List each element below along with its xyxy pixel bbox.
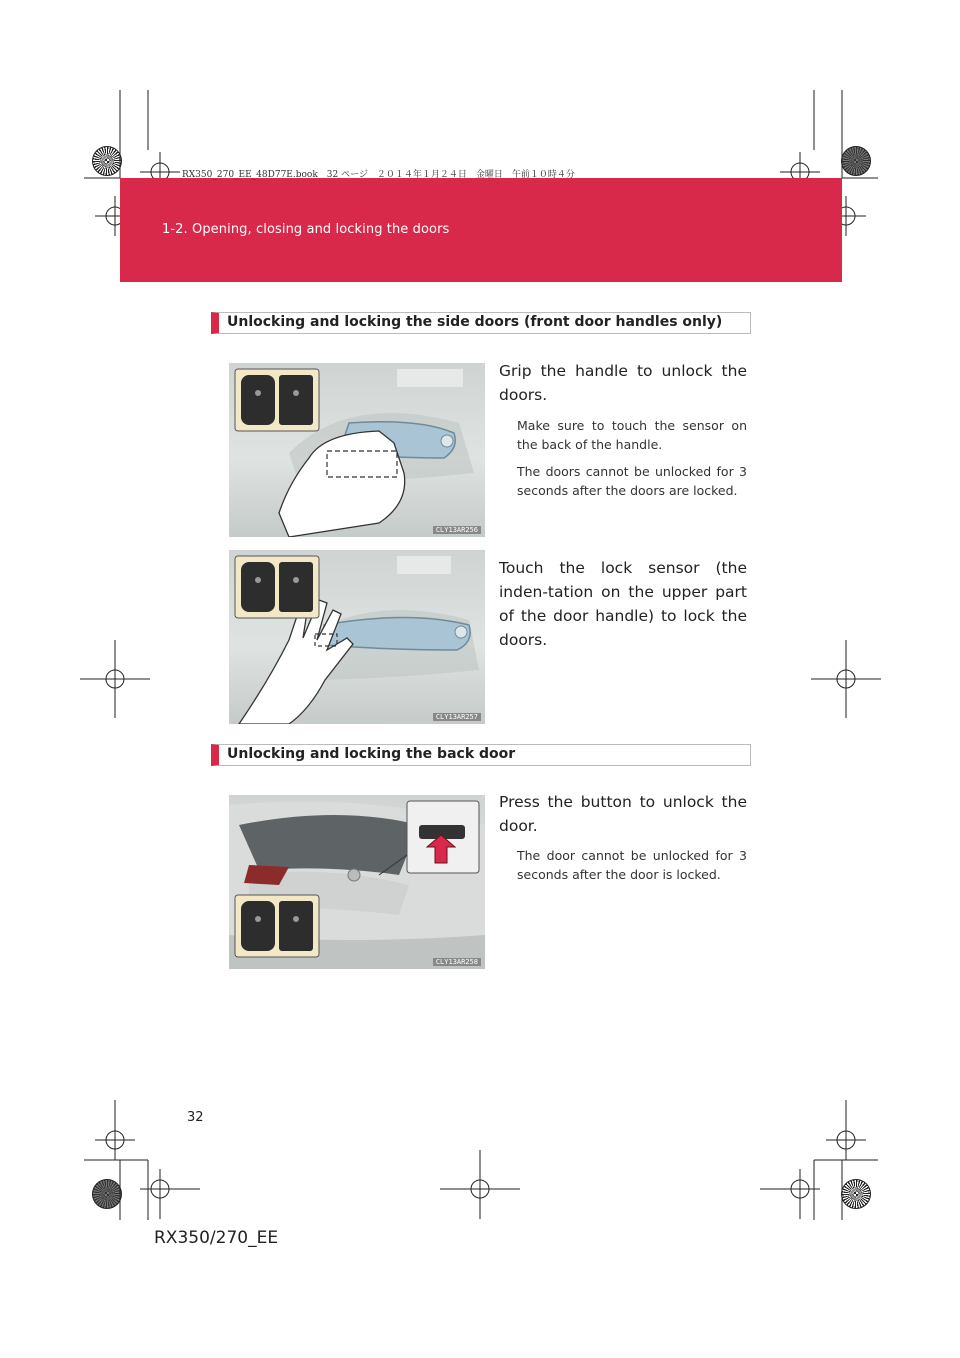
model-code: RX350/270_EE bbox=[154, 1228, 279, 1248]
step-note: The door cannot be unlocked for 3 seconds after the door is locked. bbox=[517, 848, 747, 882]
page-number: 32 bbox=[187, 1110, 204, 1125]
illustration-touch-sensor bbox=[229, 550, 485, 724]
step-note: Make sure to touch the sensor on the back of the handle. bbox=[517, 418, 747, 452]
image-code: CLY13AR257 bbox=[433, 713, 481, 721]
print-info: RX350_270_EE_48D77E.book 32 ページ ２０１４年１月２４日 金曜日 午前１０時４分 bbox=[182, 170, 575, 180]
section-heading-back-door bbox=[211, 744, 751, 766]
image-code: CLY13AR258 bbox=[433, 958, 481, 966]
illustration-grip-handle bbox=[229, 363, 485, 537]
step-note: The doors cannot be unlocked for 3 seconds after the doors are locked. bbox=[517, 464, 747, 498]
step-text: Grip the handle to unlock the doors. bbox=[499, 362, 747, 404]
illustration-back-door bbox=[229, 795, 485, 969]
section-heading-text: Unlocking and locking the back door bbox=[227, 746, 516, 762]
section-title: 1-2. Opening, closing and locking the doors bbox=[162, 222, 450, 237]
section-heading-side-doors bbox=[211, 312, 751, 334]
step-text: Touch the lock sensor (the inden-tation on the upper part of the door handle) to lock the doors. bbox=[499, 559, 747, 649]
step-text: Press the button to unlock the door. bbox=[499, 793, 747, 835]
image-code: CLY13AR256 bbox=[433, 526, 481, 534]
section-heading-text: Unlocking and locking the side doors (front door handles only) bbox=[227, 314, 723, 330]
